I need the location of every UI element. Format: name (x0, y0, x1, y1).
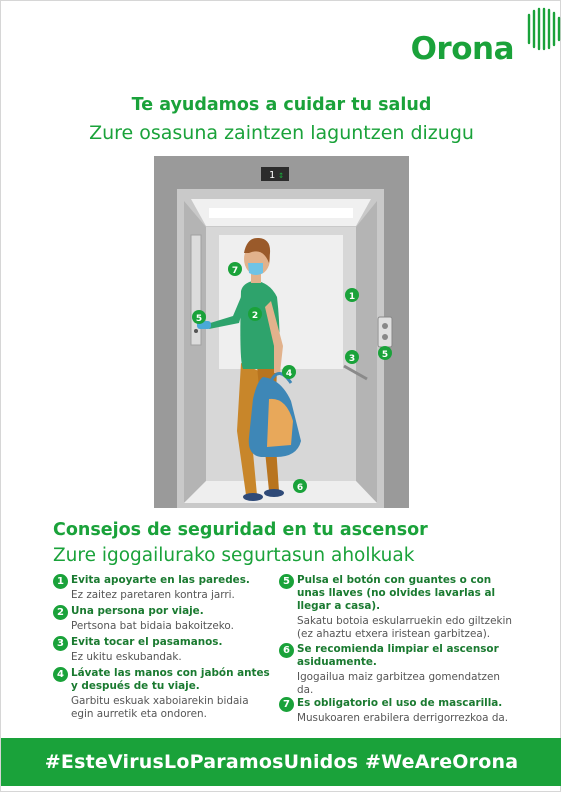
tip-item (279, 643, 519, 697)
illustration-marker (345, 350, 359, 364)
svg-text:2: 2 (251, 311, 259, 321)
floor-number: 1 (269, 170, 276, 181)
elevator-illustration (1, 1, 561, 521)
floor-arrow-icon: ↕ (278, 170, 285, 181)
headline-spanish: Te ayudamos a cuidar tu salud (131, 95, 432, 115)
tip-item (53, 636, 271, 664)
illustration-marker (248, 307, 262, 321)
tip-item (53, 605, 271, 633)
svg-text:7: 7 (231, 266, 239, 276)
hashtag-banner: #EsteVirusLoParamosUnidos #WeAreOrona (1, 738, 561, 786)
tip-item (279, 574, 519, 641)
tip-text-basque: Igogailua maiz garbitzea gomendatzen da. (297, 671, 500, 696)
tip-text-basque: Garbitu eskuak xaboiarekin bidaia egin aurretik eta ondoren. (71, 695, 249, 720)
tip-text-spanish: Se recomienda limpiar el ascensor asiduamente. (297, 643, 499, 668)
right-wall (356, 201, 377, 503)
tip-number: 6 (279, 643, 294, 658)
illustration-marker (228, 262, 242, 276)
tip-number: 2 (53, 605, 68, 620)
illustration-marker (345, 288, 359, 302)
tip-text-spanish: Pulsa el botón con guantes o con unas llaves (no olvides lavarlas al llegar a casa). (297, 574, 496, 612)
tip-text-basque: Musukoaren erabilera derrigorrezkoa da. (297, 712, 509, 724)
tip-item (53, 667, 271, 721)
svg-text:1: 1 (348, 292, 356, 302)
tip-text-basque: Sakatu botoia eskularruekin edo giltzekin (ez ahaztu etxera iristean garbitzea). (297, 615, 512, 640)
tip-item (53, 574, 271, 602)
brand-name: Orona (410, 31, 514, 67)
tip-number: 5 (279, 574, 294, 589)
headline-basque: Zure osasuna zaintzen laguntzen dizugu (89, 122, 474, 144)
svg-text:3: 3 (348, 354, 356, 364)
tip-number: 1 (53, 574, 68, 589)
tip-text-basque: Pertsona bat bidaia bakoitzeko. (71, 620, 234, 632)
illustration-marker (282, 365, 296, 379)
section-title-basque: Zure igogailurako segurtasun aholkuak (53, 545, 415, 566)
svg-text:6: 6 (296, 483, 304, 493)
tip-text-spanish: Lávate las manos con jabón antes y después de tu viaje. (71, 667, 270, 692)
tip-text-spanish: Evita tocar el pasamanos. (71, 636, 223, 648)
illustration-marker (192, 310, 206, 324)
tip-text-basque: Ez ukitu eskubandak. (71, 651, 182, 663)
section-title-spanish: Consejos de seguridad en tu ascensor (53, 520, 428, 540)
tip-text-basque: Ez zaitez paretaren kontra jarri. (71, 589, 235, 601)
svg-text:4: 4 (285, 369, 293, 379)
tip-text-spanish: Evita apoyarte en las paredes. (71, 574, 250, 586)
tip-item (279, 697, 519, 725)
svg-text:5: 5 (195, 314, 203, 324)
right-button-panel (378, 317, 392, 347)
tip-text-spanish: Es obligatorio el uso de mascarilla. (297, 697, 503, 709)
illustration-marker (378, 346, 392, 360)
tip-number: 7 (279, 697, 294, 712)
illustration-marker (293, 479, 307, 493)
tip-number: 3 (53, 636, 68, 651)
tip-number: 4 (53, 667, 68, 682)
tip-text-spanish: Una persona por viaje. (71, 605, 204, 617)
svg-text:5: 5 (381, 350, 389, 360)
